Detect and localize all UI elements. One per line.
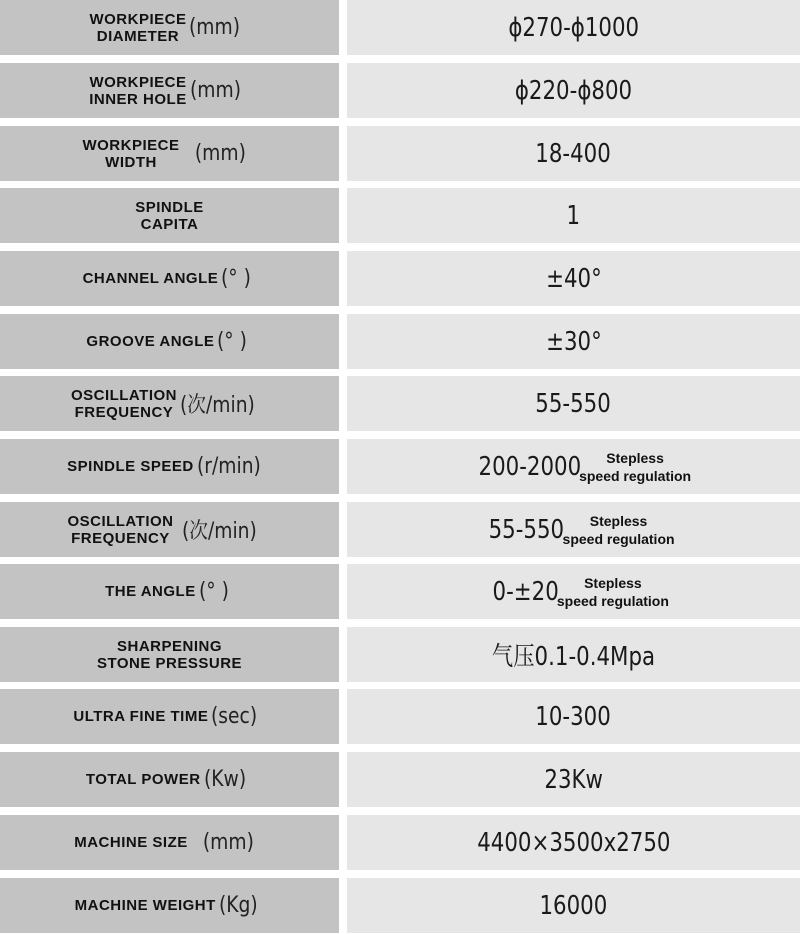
table-row: [0, 251, 800, 306]
value-cell: [347, 627, 800, 682]
label-cell: [0, 627, 339, 682]
unit-text: (mm): [189, 15, 241, 40]
table-row: [0, 376, 800, 431]
table-row: [0, 878, 800, 933]
label-cell: [0, 314, 339, 369]
table-row: [0, 439, 800, 494]
table-row: [0, 564, 800, 619]
value-note: Stepless speed regulation: [556, 574, 669, 609]
value-cell: [347, 815, 800, 870]
label-text: WORKPIECE WIDTH: [82, 136, 180, 171]
label-text: SPINDLE SPEED: [67, 458, 194, 475]
unit-text: (mm): [182, 141, 246, 166]
label-text: MACHINE WEIGHT: [74, 897, 216, 914]
value-text: 23Kw: [544, 764, 603, 795]
label-text: WORKPIECE INNER HOLE: [89, 73, 187, 108]
value-cell: [347, 439, 800, 494]
table-row: [0, 627, 800, 682]
label-text: WORKPIECE DIAMETER: [89, 10, 187, 45]
label-cell: [0, 815, 339, 870]
value-cell: [347, 63, 800, 118]
value-text: 55-550: [535, 388, 612, 419]
value-text: ±30°: [545, 326, 602, 357]
table-row: [0, 502, 800, 557]
value-text: 18-400: [535, 138, 612, 169]
value-text: ϕ270-ϕ1000: [508, 12, 639, 43]
value-text: 200-2000: [478, 451, 582, 482]
label-text: MACHINE SIZE: [74, 834, 188, 851]
unit-text: (Kw): [203, 767, 246, 792]
unit-text: (sec): [211, 704, 258, 729]
label-cell: [0, 188, 339, 243]
value-cell: [347, 564, 800, 619]
label-text: CHANNEL ANGLE: [82, 270, 219, 287]
value-text: 10-300: [535, 701, 612, 732]
label-text: OSCILLATION FREQUENCY: [67, 512, 174, 547]
label-cell: [0, 752, 339, 807]
unit-text: (r/min): [196, 454, 261, 479]
unit-text: (° ): [217, 329, 248, 354]
value-text: 气压0.1-0.4Mpa: [491, 642, 656, 672]
label-cell: [0, 689, 339, 744]
value-note: Stepless speed regulation: [562, 512, 675, 547]
unit-text: (次/min): [179, 393, 255, 418]
label-text: ULTRA FINE TIME: [73, 708, 209, 725]
value-note: Stepless speed regulation: [579, 449, 692, 484]
table-row: [0, 815, 800, 870]
value-cell: [347, 878, 800, 933]
label-text: OSCILLATION FREQUENCY: [70, 386, 177, 421]
value-cell: [347, 0, 800, 55]
table-row: [0, 63, 800, 118]
unit-text: (° ): [198, 579, 229, 604]
label-cell: [0, 126, 339, 181]
label-cell: [0, 502, 339, 557]
unit-text: (mm): [189, 78, 241, 103]
label-text: THE ANGLE: [105, 583, 196, 600]
unit-text: (° ): [221, 266, 252, 291]
label-text: SPINDLE CAPITA: [135, 198, 204, 233]
label-cell: [0, 878, 339, 933]
label-text: SHARPENING STONE PRESSURE: [96, 637, 243, 672]
value-text: 4400×3500x2750: [476, 827, 671, 858]
table-row: [0, 0, 800, 55]
table-row: [0, 188, 800, 243]
label-text: TOTAL POWER: [85, 771, 201, 788]
value-text: ϕ220-ϕ800: [514, 75, 633, 106]
value-text: 55-550: [489, 514, 565, 545]
value-cell: [347, 752, 800, 807]
value-cell: [347, 376, 800, 431]
label-cell: [0, 439, 339, 494]
value-cell: [347, 126, 800, 181]
value-cell: [347, 502, 800, 557]
label-cell: [0, 63, 339, 118]
unit-text: (mm): [190, 830, 254, 855]
table-row: [0, 752, 800, 807]
value-cell: [347, 689, 800, 744]
value-text: 16000: [539, 890, 608, 921]
unit-text: (次/min): [176, 519, 258, 544]
label-cell: [0, 0, 339, 55]
value-cell: [347, 188, 800, 243]
table-row: [0, 689, 800, 744]
value-text: ±40°: [545, 263, 602, 294]
label-cell: [0, 376, 339, 431]
label-cell: [0, 564, 339, 619]
label-text: GROOVE ANGLE: [86, 333, 215, 350]
value-text: 1: [566, 200, 581, 231]
value-cell: [347, 314, 800, 369]
value-cell: [347, 251, 800, 306]
table-row: [0, 126, 800, 181]
label-cell: [0, 251, 339, 306]
unit-text: (Kg): [218, 893, 258, 918]
value-text: 0-±20: [492, 576, 559, 607]
table-row: [0, 314, 800, 369]
